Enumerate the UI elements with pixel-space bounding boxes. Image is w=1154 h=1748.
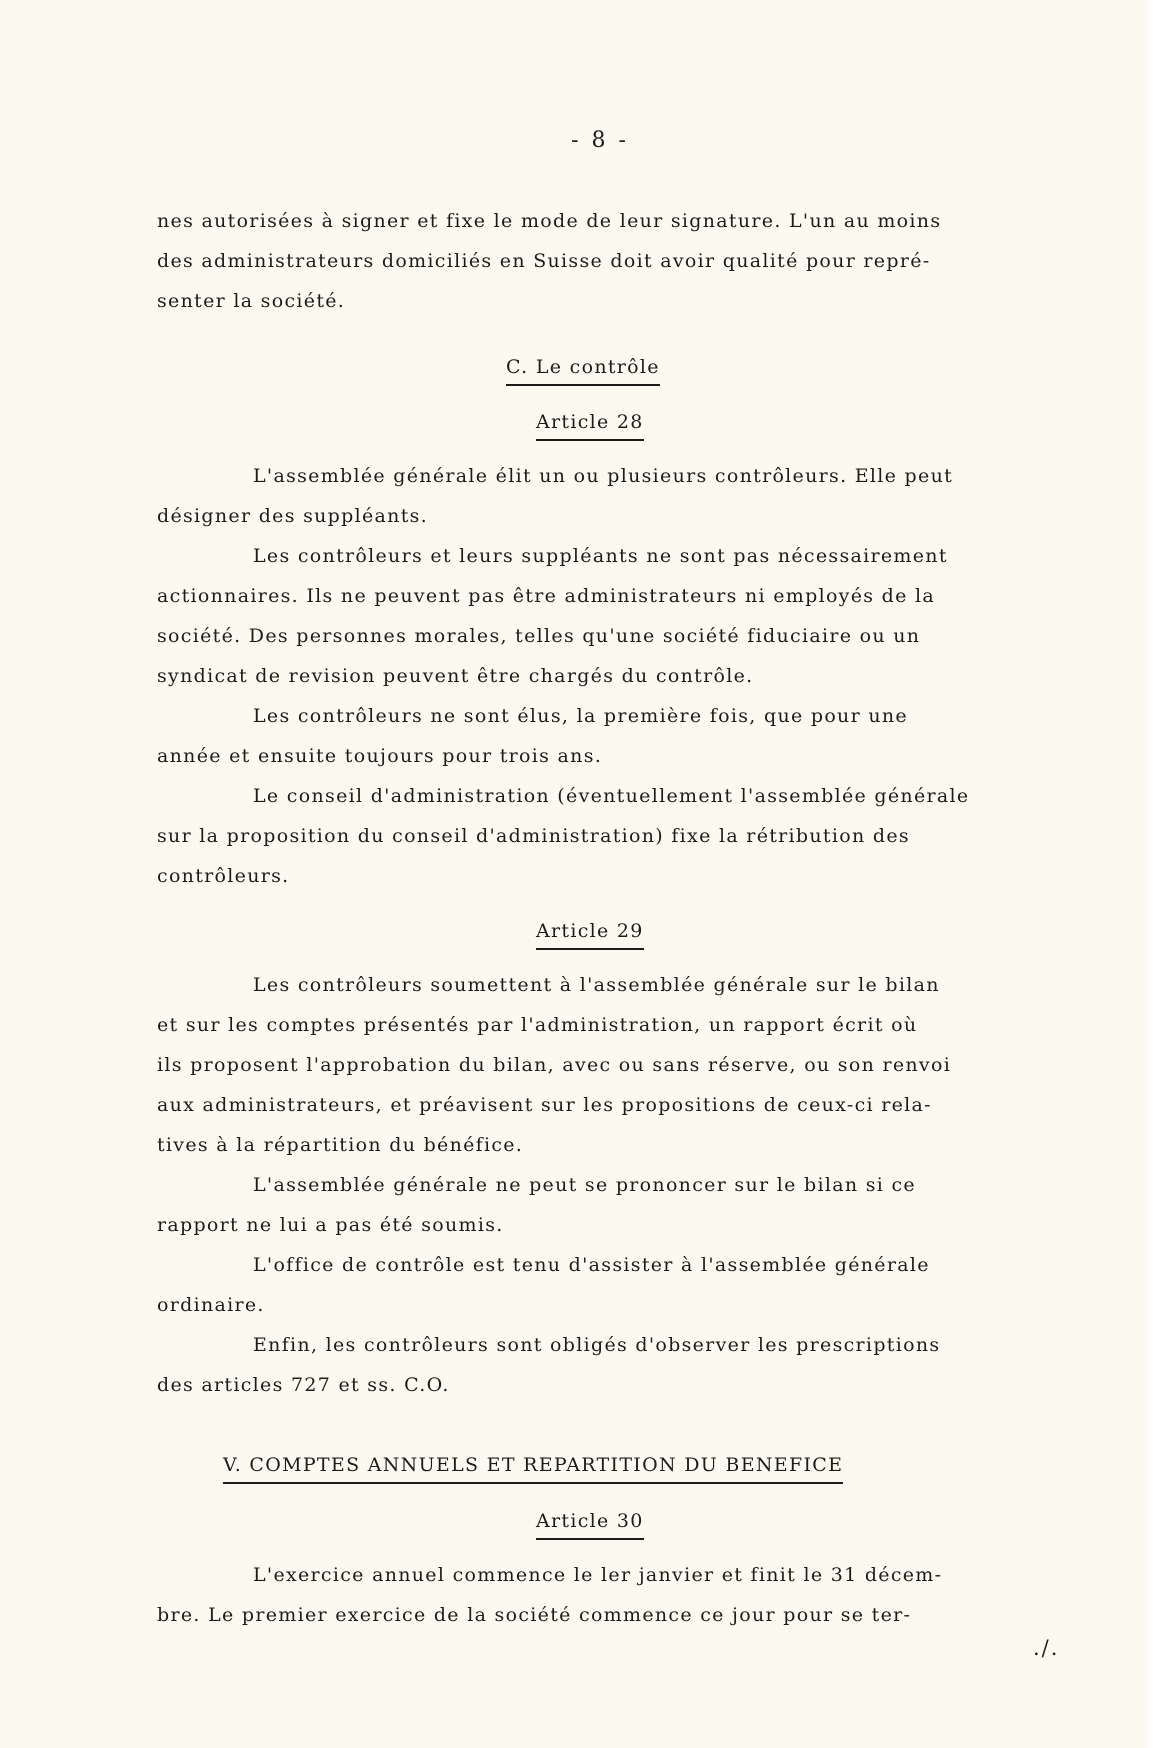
text-line: et sur les comptes présentés par l'administration, un rapport écrit où <box>157 1014 918 1036</box>
article-29-heading: Article 29 <box>536 922 644 950</box>
text-line: Les contrôleurs ne sont élus, la première fois, que pour une <box>253 705 908 727</box>
text-line: L'exercice annuel commence le ler janvier et finit le 31 décem- <box>253 1564 943 1586</box>
text-line: sur la proposition du conseil d'administration) fixe la rétribution des <box>157 825 910 847</box>
text-line: nes autorisées à signer et fixe le mode de leur signature. L'un au moins <box>157 210 942 232</box>
text-line: contrôleurs. <box>157 865 290 887</box>
text-line: Le conseil d'administration (éventuellement l'assemblée générale <box>253 785 970 807</box>
text-line: senter la société. <box>157 290 346 312</box>
section-heading-c: C. Le contrôle <box>506 358 660 386</box>
text-line: syndicat de revision peuvent être chargés du contrôle. <box>157 665 754 687</box>
text-line: Les contrôleurs et leurs suppléants ne sont pas nécessairement <box>253 545 948 567</box>
text-line: société. Des personnes morales, telles qu'une société fiduciaire ou un <box>157 625 921 647</box>
text-line: L'assemblée générale élit un ou plusieurs contrôleurs. Elle peut <box>253 465 954 487</box>
page-edge <box>1148 0 1154 1748</box>
text-line: actionnaires. Ils ne peuvent pas être administrateurs ni employés de la <box>157 585 935 607</box>
text-line: L'assemblée générale ne peut se prononcer sur le bilan si ce <box>253 1174 916 1196</box>
text-line: désigner des suppléants. <box>157 505 429 527</box>
text-line: ils proposent l'approbation du bilan, avec ou sans réserve, ou son renvoi <box>157 1054 952 1076</box>
article-30-heading: Article 30 <box>536 1512 644 1540</box>
text-line: ordinaire. <box>157 1294 265 1316</box>
section-heading-v: V. COMPTES ANNUELS ET REPARTITION DU BENEFICE <box>223 1456 843 1484</box>
text-line: bre. Le premier exercice de la société commence ce jour pour se ter- <box>157 1604 912 1626</box>
continuation-mark: ./. <box>1033 1636 1060 1660</box>
text-line: aux administrateurs, et préavisent sur les propositions de ceux-ci rela- <box>157 1094 932 1116</box>
text-line: rapport ne lui a pas été soumis. <box>157 1214 504 1236</box>
text-line: des articles 727 et ss. C.O. <box>157 1374 450 1396</box>
text-line: Les contrôleurs soumettent à l'assemblée générale sur le bilan <box>253 974 940 996</box>
text-line: Enfin, les contrôleurs sont obligés d'observer les prescriptions <box>253 1334 941 1356</box>
article-28-heading: Article 28 <box>536 413 644 441</box>
text-line: année et ensuite toujours pour trois ans. <box>157 745 603 767</box>
text-line: des administrateurs domiciliés en Suisse doit avoir qualité pour repré- <box>157 250 931 272</box>
text-line: L'office de contrôle est tenu d'assister à l'assemblée générale <box>253 1254 930 1276</box>
page-number: - 8 - <box>571 128 629 153</box>
text-line: tives à la répartition du bénéfice. <box>157 1134 524 1156</box>
